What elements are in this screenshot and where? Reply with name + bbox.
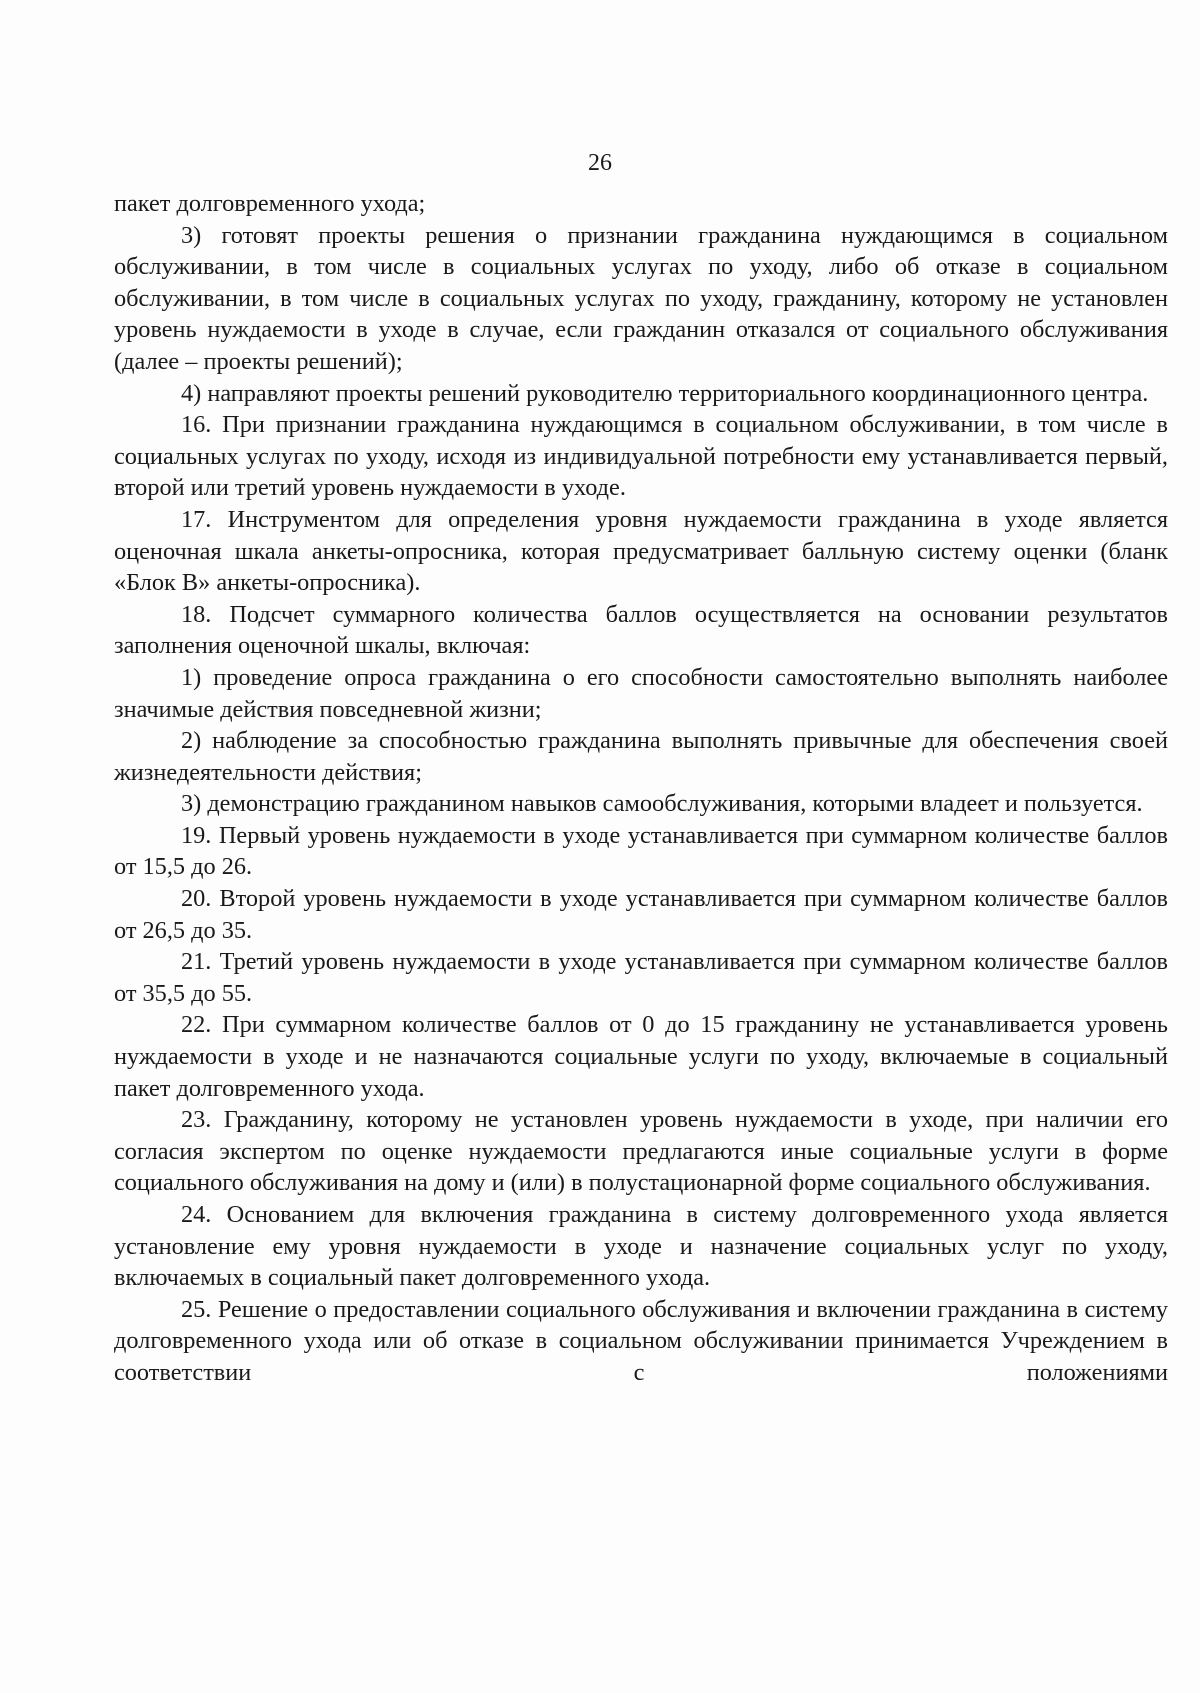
paragraph-18-item-3: 3) демонстрацию гражданином навыков самообслуживания, которыми владеет и пользуется. — [181, 790, 1143, 818]
paragraph-18: 18. Подсчет суммарного количества баллов осуществляется на основании результатов заполнения оценочной шкалы, включая: — [114, 600, 1168, 660]
paragraph-18-item-2: 2) наблюдение за способностью гражданина выполнять привычные для обеспечения своей жизнедеятельности действия; — [114, 727, 1168, 786]
paragraph-25: 25. Решение о предоставлении социального обслуживания и включении гражданина в систему долговременного ухода или об отказе в социальном обслуживании принимается Учреждением в соответствии с положениями — [114, 1295, 1168, 1386]
paragraph-19: 19. Первый уровень нуждаемости в уходе устанавливается при суммарном количестве баллов от 15,5 до 26. — [114, 821, 1168, 881]
paragraph-24: 24. Основанием для включения гражданина в систему долговременного ухода является установление ему уровня нуждаемости в уходе и назначение социальных услуг по уходу, включаемых в социальный пакет долговременного ухода. — [114, 1201, 1168, 1292]
paragraph-18-item-1: 1) проведение опроса гражданина о его способности самостоятельно выполнять наиболее значимые действия повседневной жизни; — [114, 663, 1168, 723]
paragraph-21: 21. Третий уровень нуждаемости в уходе устанавливается при суммарном количестве баллов от 35,5 до 55. — [114, 948, 1168, 1007]
paragraph-item-4: 4) направляют проекты решений руководителю территориального координационного центра. — [181, 379, 1149, 407]
page-number: 26 — [588, 150, 612, 176]
paragraph-23: 23. Гражданину, которому не установлен уровень нуждаемости в уходе, при наличии его согласия экспертом по оценке нуждаемости предлагаются иные социальные услуги в форме социального обслуживания на дому и (или) в полустационарной форме социального обслуживания. — [114, 1106, 1168, 1197]
paragraph-22: 22. При суммарном количестве баллов от 0 до 15 гражданину не устанавливается уровень нуждаемости в уходе и не назначаются социальные услуги по уходу, включаемые в социальный пакет долговременного ухода. — [114, 1011, 1168, 1102]
paragraph-17: 17. Инструментом для определения уровня нуждаемости гражданина в уходе является оценочная шкала анкеты-опросника, которая предусматривает балльную систему оценки (бланк «Блок В» анкеты-опросника). — [114, 505, 1168, 597]
document-body — [114, 188, 1168, 1389]
paragraph-20: 20. Второй уровень нуждаемости в уходе устанавливается при суммарном количестве баллов от 26,5 до 35. — [114, 885, 1168, 944]
paragraph-continuation: пакет долговременного ухода; — [114, 190, 426, 217]
paragraph-16: 16. При признании гражданина нуждающимся в социальном обслуживании, в том числе в социальных услугах по уходу, исходя из индивидуальной потребности ему устанавливается первый, второй или третий уровень нуждаемости в уходе. — [114, 411, 1168, 502]
paragraph-item-3: 3) готовят проекты решения о признании гражданина нуждающимся в социальном обслуживании, в том числе в социальных услугах по уходу, либо об отказе в социальном обслуживании, в том числе в социальных услугах по уходу, гражданину, которому не установлен уровень нуждаемости в уходе в случае, если гражданин отказался от социального обслуживания (далее – проекты решений); — [114, 221, 1168, 375]
